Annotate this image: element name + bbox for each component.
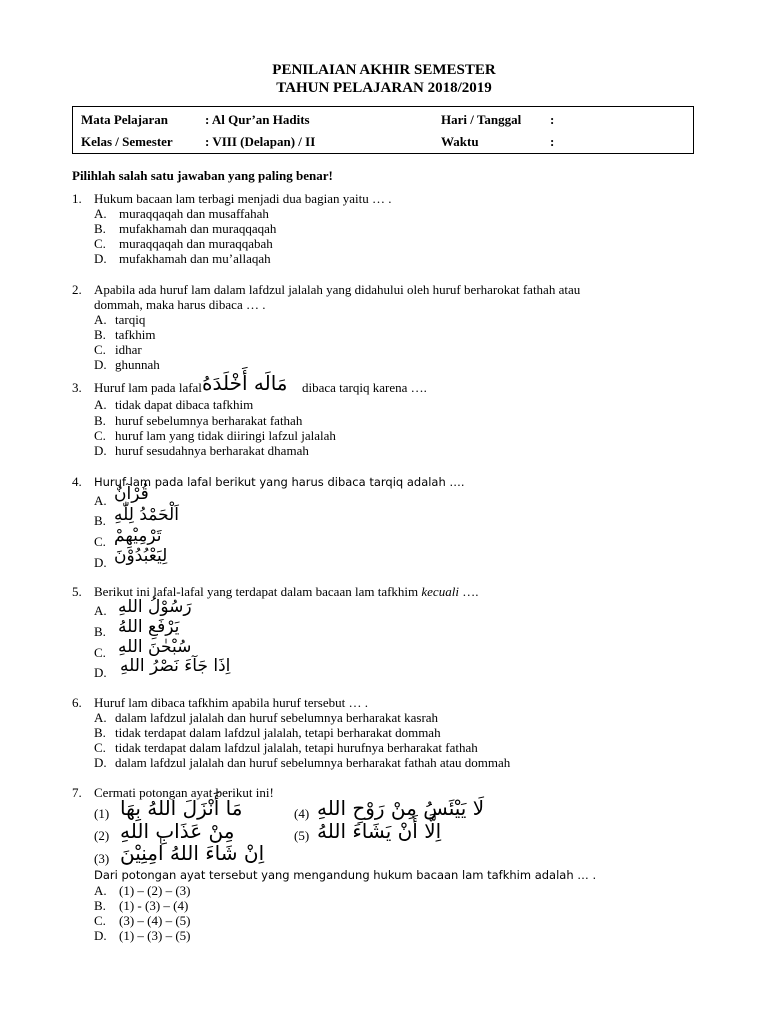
option-text: mufakhamah dan mu’allaqah [119, 251, 271, 266]
question-text: Huruf lam dibaca tafkhim apabila huruf tersebut … . [94, 695, 368, 710]
arabic-phrase: مَالَه أَخْلَدَهُ [202, 371, 288, 395]
option-arabic: اِذَا جَآءَ نَصْرُ اللهِ [120, 656, 231, 676]
option-letter: A. [94, 206, 107, 221]
option-text: dalam lafdzul jalalah dan huruf sebelumnya berharakat kasrah [115, 710, 439, 725]
option-text: idhar [115, 342, 142, 357]
option-letter: B. [94, 898, 106, 913]
option-letter: D. [94, 251, 107, 266]
option-letter: D. [94, 928, 107, 943]
option-letter: D. [94, 357, 107, 372]
option-letter: B. [94, 513, 106, 528]
option-text: tidak terdapat dalam lafdzul jalalah, tetapi hurufnya berharakat fathah [115, 740, 478, 755]
verse-label: (2) [94, 828, 110, 843]
option-text: mufakhamah dan muraqqaqah [119, 221, 277, 236]
question-text: Cermati potongan ayat berikut ini! [94, 785, 274, 800]
verse-label: (1) [94, 806, 110, 821]
option-letter: D. [94, 443, 107, 458]
question-text: Huruf lam pada lafal [94, 380, 202, 395]
option-text: dalam lafdzul jalalah dan huruf sebelumnya berharakat fathah atau dommah [115, 755, 511, 770]
option-text: tarqiq [115, 312, 146, 327]
question-text: Apabila ada huruf lam dalam lafdzul jalalah yang didahului oleh huruf berharokat fathah atau [94, 282, 581, 297]
question-text-main: Berikut ini lafal-lafal yang terdapat dalam bacaan lam tafkhim [94, 584, 419, 599]
option-letter: C. [94, 534, 106, 549]
option-text: (1) – (2) – (3) [119, 883, 191, 898]
class-label: Kelas / Semester [81, 134, 173, 149]
verse-arabic: اِنْ شَاءَ اللهُ اٰمِنِيْنَ [120, 841, 265, 865]
option-letter: A. [94, 312, 107, 327]
question-text-after: dibaca tarqiq karena …. [302, 380, 427, 395]
option-arabic: تَرْمِيْهِمْ [114, 526, 162, 546]
verse-arabic: مَا أَنْزَلَ اللهُ بِهَا [120, 796, 243, 820]
option-letter: D. [94, 755, 107, 770]
date-value: : [550, 112, 555, 127]
exam-year: TAHUN PELAJARAN 2018/2019 [276, 80, 492, 96]
question-emphasis: kecuali [421, 584, 459, 599]
option-letter: A. [94, 710, 107, 725]
option-text: huruf sebelumnya berharakat fathah [115, 413, 303, 428]
option-letter: B. [94, 413, 106, 428]
question-text-cont: dommah, maka harus dibaca … . [94, 297, 266, 312]
option-letter: A. [94, 397, 107, 412]
subject-label: Mata Pelajaran [81, 112, 169, 127]
option-letter: D. [94, 555, 107, 570]
question-number: 4. [72, 474, 82, 489]
verse-arabic: لَا يَيْئَسُ مِنْ رَوْحِ اللهِ [317, 796, 485, 820]
date-label: Hari / Tanggal [441, 112, 522, 127]
option-letter: B. [94, 327, 106, 342]
option-text: tafkhim [115, 327, 156, 342]
option-text: (1) - (3) – (4) [119, 898, 189, 913]
option-letter: A. [94, 883, 107, 898]
question-number: 3. [72, 380, 82, 395]
exam-title: PENILAIAN AKHIR SEMESTER [272, 62, 496, 78]
question-number: 6. [72, 695, 82, 710]
option-letter: C. [94, 913, 106, 928]
verse-label: (5) [294, 828, 310, 843]
option-text: (3) – (4) – (5) [119, 913, 191, 928]
time-label: Waktu [441, 134, 479, 149]
verse-arabic: مِنْ عَذَابِ اللهِ [120, 819, 235, 843]
question-number: 2. [72, 282, 82, 297]
option-letter: B. [94, 725, 106, 740]
option-text: muraqqaqah dan muraqqabah [119, 236, 273, 251]
option-letter: C. [94, 645, 106, 660]
option-letter: C. [94, 428, 106, 443]
question-prompt: Dari potongan ayat tersebut yang mengandung hukum bacaan lam tafkhim adalah … . [94, 868, 597, 882]
verse-label: (4) [294, 806, 310, 821]
question-number: 1. [72, 191, 82, 206]
option-text: muraqqaqah dan musaffahah [119, 206, 269, 221]
option-letter: C. [94, 236, 106, 251]
class-value: : VIII (Delapan) / II [205, 134, 316, 149]
question-number: 5. [72, 584, 82, 599]
option-letter: C. [94, 740, 106, 755]
verse-arabic: اِلَّا أَنْ يَشَاءَ اللهُ [317, 819, 442, 843]
option-letter: B. [94, 624, 106, 639]
option-text: huruf lam yang tidak diiringi lafzul jalalah [115, 428, 336, 443]
option-arabic: لِيَعْبُدُوْنَ [114, 546, 168, 566]
option-arabic: يَرْفَعِ اللهُ [118, 617, 180, 637]
option-letter: D. [94, 665, 107, 680]
exam-info-box [72, 106, 694, 154]
question-text: Huruf lam pada lafal berikut yang harus dibaca tarqiq adalah …. [94, 475, 465, 489]
option-letter: A. [94, 493, 107, 508]
option-arabic: اَلْحَمْدُ لِلّٰهِ [114, 505, 179, 525]
question-number: 7. [72, 785, 82, 800]
option-text: huruf sesudahnya berharakat dhamah [115, 443, 309, 458]
question-text: Hukum bacaan lam terbagi menjadi dua bagian yaitu … . [94, 191, 392, 206]
option-text: tidak dapat dibaca tafkhim [115, 397, 254, 412]
option-arabic: رَسُوْلُ اللهِ [118, 597, 192, 617]
verse-label: (3) [94, 851, 110, 866]
option-text: (1) – (3) – (5) [119, 928, 191, 943]
option-letter: B. [94, 221, 106, 236]
option-letter: C. [94, 342, 106, 357]
subject-value: : Al Qur’an Hadits [205, 112, 310, 127]
instruction: Pilihlah salah satu jawaban yang paling benar! [72, 168, 333, 183]
time-value: : [550, 134, 555, 149]
option-arabic: قُرْآنٌ [114, 484, 149, 504]
question-text-end: …. [462, 584, 479, 599]
option-letter: A. [94, 603, 107, 618]
option-text: tidak terdapat dalam lafdzul jalalah, tetapi berharakat dommah [115, 725, 441, 740]
option-text: ghunnah [115, 357, 160, 372]
option-arabic: سُبْحٰنَ اللهِ [118, 637, 192, 657]
